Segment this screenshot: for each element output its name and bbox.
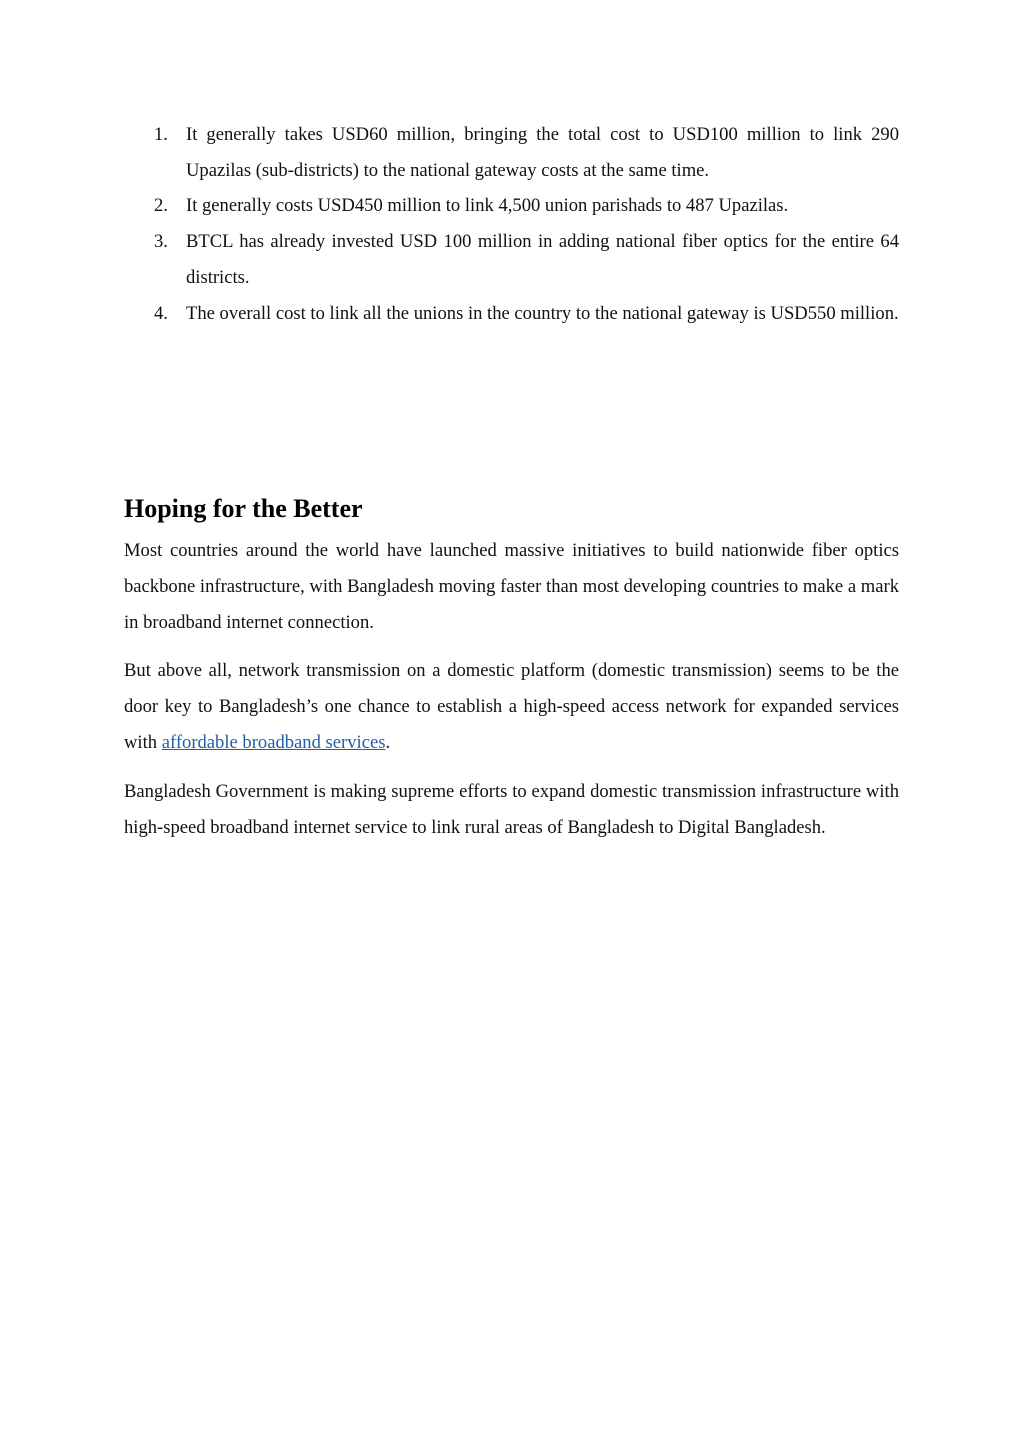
list-item <box>124 224 899 295</box>
paragraph: Most countries around the world have launched massive initiatives to build nationwide fiber optics backbone infrastructure, with Bangladesh moving faster than most developing countries to make a mark in broadband internet connection. <box>124 540 899 633</box>
list-item <box>124 117 899 188</box>
paragraph-text: . <box>385 731 391 753</box>
section-body <box>124 533 899 858</box>
paragraph-text: But above all, network transmission on a domestic platform (domestic transmission) seems to be the door key to Bangladesh’s one chance to establish a high-speed access network for expanded services with <box>124 660 899 753</box>
list-item-number: 2. <box>154 195 168 217</box>
paragraph: Bangladesh Government is making supreme efforts to expand domestic transmission infrastructure with high-speed broadband internet service to link rural areas of Bangladesh to Digital Bangladesh. <box>124 780 899 838</box>
list-item <box>124 188 899 224</box>
paragraph <box>124 653 899 760</box>
list-item-text: It generally costs USD450 million to link 4,500 union parishads to 487 Upazilas. <box>186 195 789 217</box>
list-item-number: 1. <box>154 124 168 145</box>
list-item-text: It generally takes USD60 million, bringing the total cost to USD100 million to link 290 Upazilas (sub-districts) to the national gateway costs at the same time. <box>186 124 899 181</box>
cost-list <box>124 117 899 331</box>
list-item <box>124 296 899 332</box>
list-item-number: 3. <box>154 231 168 253</box>
section-heading: Hoping for the Better <box>124 494 363 523</box>
list-item-text: BTCL has already invested USD 100 million in adding national fiber optics for the entire 64 districts. <box>186 231 899 288</box>
list-item-text: The overall cost to link all the unions in the country to the national gateway is USD550 million. <box>186 302 899 324</box>
affordable-broadband-link[interactable]: affordable broadband services <box>161 731 386 753</box>
list-item-number: 4. <box>154 302 168 324</box>
page-content <box>124 117 899 838</box>
